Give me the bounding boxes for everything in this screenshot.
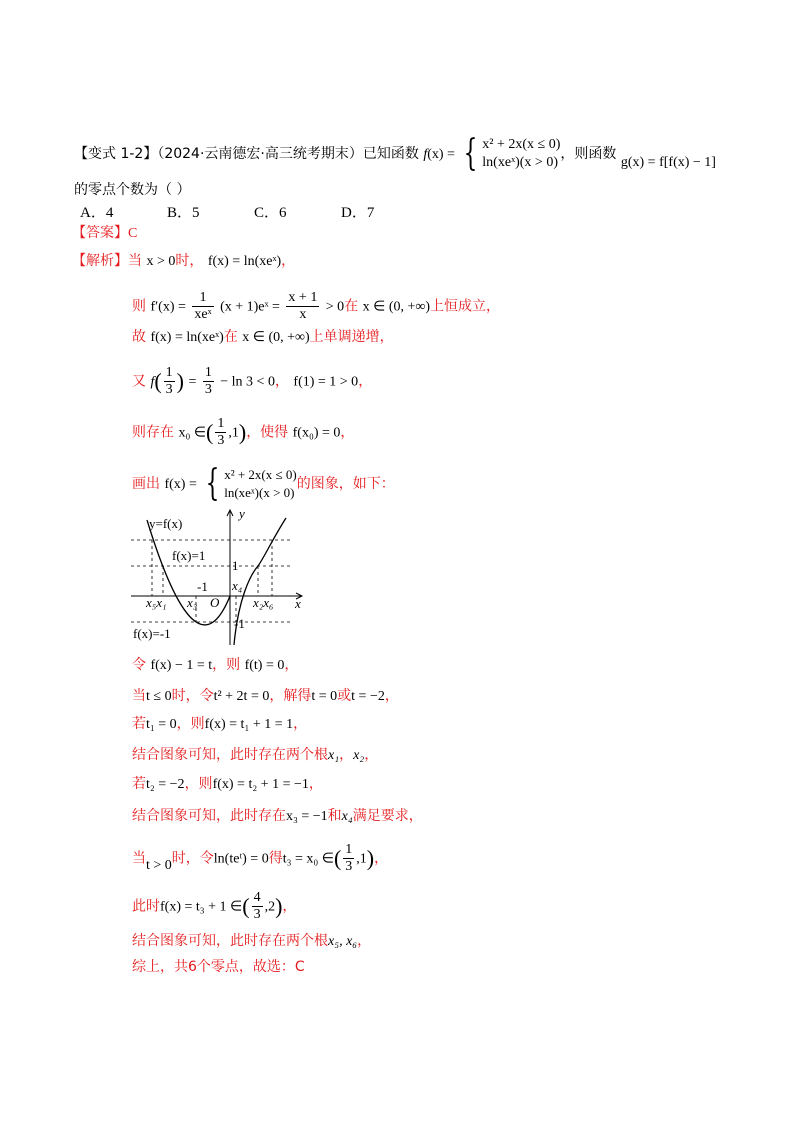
problem-line-2: 的零点个数为（ ） bbox=[74, 182, 191, 198]
analysis-line-15: 结合图象可知，此时存在两个根x₅, x₆， bbox=[132, 933, 372, 949]
analysis-line-9: 若t₁ = 0，则f(x) = t₁ + 1 = 1， bbox=[132, 716, 308, 732]
option-d: D．7 bbox=[341, 205, 375, 221]
analysis-line-13: 当t > 0时，令ln(teᵗ) = 0得t₃ = x₀ ∈( $\frac{1}{3}$ ,1)， bbox=[132, 842, 389, 874]
option-c: C．6 bbox=[254, 205, 287, 221]
function-graph bbox=[125, 505, 325, 650]
analysis-line-5: 则存在 x₀ ∈( $\frac{1}{3}$ ,1)，使得 f(x₀) = 0， bbox=[132, 416, 355, 448]
curve-label: y=f(x) bbox=[149, 516, 183, 531]
problem-g-def: g(x) = f[f(x) − 1] bbox=[620, 155, 716, 170]
problem-source: （2024·云南德宏·高三统考期末）已知函数 bbox=[157, 146, 419, 162]
analysis-line-11: 若t₂ = −2，则f(x) = t₂ + 1 = −1， bbox=[132, 776, 323, 792]
option-b: B．5 bbox=[167, 205, 200, 221]
problem-tag: 【变式 1-2】 bbox=[74, 146, 158, 162]
line-bottom-label: f(x)=-1 bbox=[133, 626, 171, 641]
tick-minus-1-x-label: -1 bbox=[197, 579, 208, 594]
answer-value: C bbox=[128, 226, 138, 241]
analysis-f-cases: x² + 2x(x ≤ 0) ln(xeˣ)(x > 0) bbox=[224, 467, 297, 500]
analysis-line-1: 【解析】当 x > 0时， f(x) = ln(xeˣ)， bbox=[72, 253, 296, 269]
origin-label: O bbox=[210, 595, 220, 610]
problem-line-1: 【变式 1-2】（2024·云南德宏·高三统考期末）已知函数 f(x) = { x² + 2x(x ≤ 0) ln(xeˣ)(x > 0) ，则函数 g(x) = f[f(x) − 1] bbox=[74, 133, 716, 174]
y-axis-label: y bbox=[239, 506, 245, 521]
x-axis-label: x bbox=[295, 596, 301, 611]
x4-label: x₄ bbox=[232, 578, 243, 593]
analysis-line-12: 结合图象可知，此时存在x₃ = −1和x₄满足要求， bbox=[132, 808, 423, 824]
analysis-label: 【解析】 bbox=[72, 253, 128, 269]
analysis-line-14: 此时f(x) = t₃ + 1 ∈( $\frac{4}{3}$ ,2)， bbox=[132, 890, 297, 922]
analysis-line-3: 故 f(x) = ln(xeˣ)在 x ∈ (0, +∞)上单调递增， bbox=[132, 329, 394, 345]
analysis-line-6: 画出 f(x) = { x² + 2x(x ≤ 0) ln(xeˣ)(x > 0) 的图象，如下： bbox=[132, 463, 395, 504]
answer-label: 【答案】 bbox=[72, 225, 128, 241]
analysis-line-2: 则 f′(x) = $\frac{1}{\text{xeˣ}}$ (x + 1)eˣ = $\frac{x + 1}{x}$ > 0在 x ∈ (0, +∞)上恒成立， bbox=[132, 290, 501, 322]
tick-minus-1-y-label: -1 bbox=[234, 616, 245, 631]
analysis-line-16: 综上，共6个零点，故选：C bbox=[132, 959, 305, 975]
x2x6-label: x₂x₆ bbox=[253, 595, 274, 610]
problem-f-cases: x² + 2x(x ≤ 0) ln(xeˣ)(x > 0) bbox=[482, 137, 561, 170]
analysis-line-10: 结合图象可知，此时存在两个根x₁，x₂， bbox=[132, 747, 379, 763]
line-top-label: f(x)=1 bbox=[172, 548, 206, 563]
x5x1-label: x₅x₁ bbox=[146, 595, 167, 610]
tick-1-label: 1 bbox=[232, 558, 239, 573]
x3-label: x₃ bbox=[187, 595, 198, 610]
analysis-line-8: 当t ≤ 0时，令t² + 2t = 0，解得t = 0或t = −2， bbox=[132, 688, 399, 704]
answer-line bbox=[72, 223, 137, 244]
analysis-line-4: 又 f( $\frac{1}{3}$ ) = $\frac{1}{3}$ − ln 3 < 0， f(1) = 1 > 0， bbox=[132, 365, 373, 397]
analysis-line-7: 令 f(x) − 1 = t，则 f(t) = 0， bbox=[132, 657, 299, 673]
option-a: A．4 bbox=[80, 205, 114, 221]
